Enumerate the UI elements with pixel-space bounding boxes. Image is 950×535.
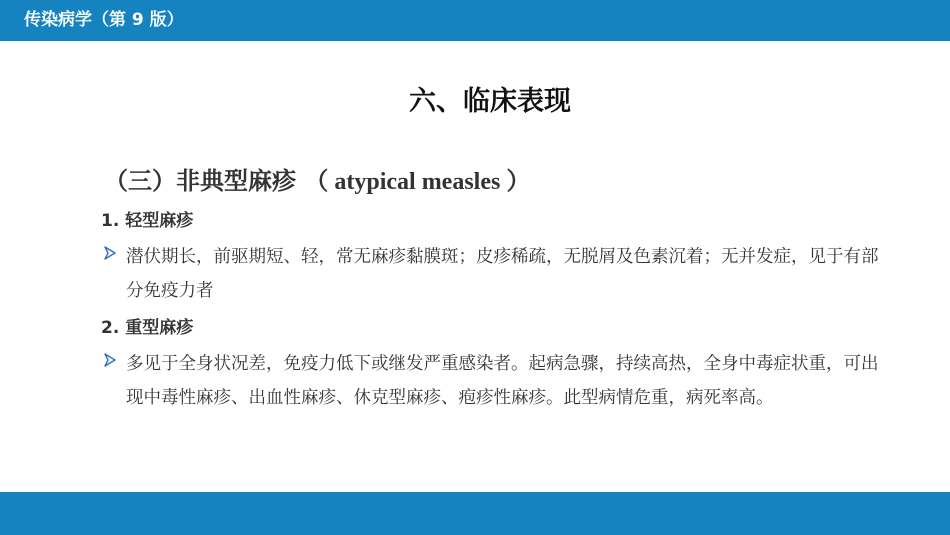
bullet-text-mild: 潜伏期长，前驱期短、轻，常无麻疹黏膜斑；皮疹稀疏，无脱屑及色素沉着；无并发症，见于有部分免疫力者 xyxy=(126,247,879,301)
header-bar xyxy=(0,0,950,41)
section-heading-open-paren: （ xyxy=(304,167,329,195)
bullet-item-mild xyxy=(104,240,884,308)
arrow-bullet-icon xyxy=(104,246,116,260)
section-heading-close-paren: ） xyxy=(506,167,531,195)
bullet-text-severe: 多见于全身状况差，免疫力低下或继发严重感染者。起病急骤，持续高热，全身中毒症状重，可出现中毒性麻疹、出血性麻疹、休克型麻疹、疱疹性麻疹。此型病情危重，病死率高。 xyxy=(126,354,879,408)
section-heading xyxy=(104,164,530,199)
slide-title: 六、临床表现 xyxy=(409,86,571,117)
section-heading-cn: （三）非典型麻疹 xyxy=(104,167,296,195)
bullet-item-severe xyxy=(104,347,884,415)
arrow-bullet-icon xyxy=(104,353,116,367)
section-heading-en: atypical measles xyxy=(328,169,507,195)
course-title: 传染病学（第 9 版） xyxy=(24,10,184,30)
item-heading-mild: 1. 轻型麻疹 xyxy=(101,211,194,231)
footer-bar xyxy=(0,492,950,535)
item-heading-severe: 2. 重型麻疹 xyxy=(101,318,194,338)
